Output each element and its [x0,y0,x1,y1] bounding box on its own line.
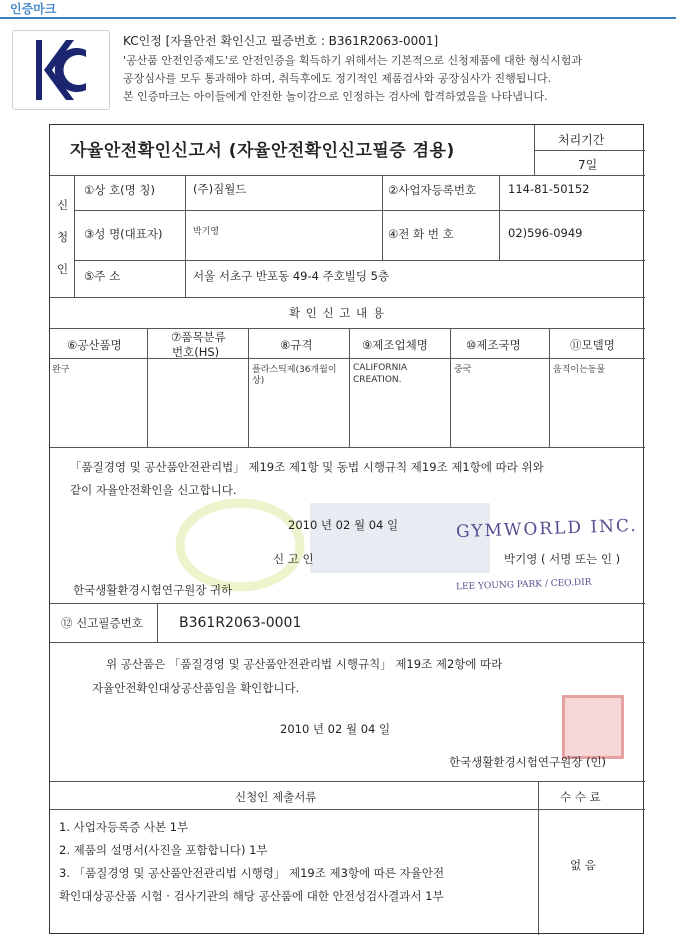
cell-maker: CREATION. [353,375,402,385]
column-header: 번호(HS) [172,345,220,359]
period-label: 처리기간 [558,133,605,147]
recipient: 한국생활환경시험연구원장 귀하 [73,583,233,597]
declarant-sign: 박기영 ( 서명 또는 인 ) [504,552,621,566]
kc-desc-line: 공장심사를 모두 통과해야 하며, 취득후에도 정기적인 제품검사와 공장심사가 진행됩니다. [123,72,552,85]
kc-mark-icon [36,36,88,104]
institute-seal [562,695,624,759]
cell-model: 움직이는동물 [553,365,606,375]
kc-desc-line: 본 인증마크는 아이들에게 안전한 놀이감으로 인정하는 검사에 합격하였음을 나타냅니다. [123,90,548,103]
confirm-line: 위 공산품은 「품질경영 및 공산품안전관리법 시행규칙」 제19조 제2항에 따라 [106,657,503,671]
cert-value: B361R2063-0001 [179,615,302,631]
column-header: ⑥공산품명 [67,338,122,352]
document-title: 자율안전확인신고서 (자율안전확인신고필증 겸용) [70,141,455,161]
cell-spec: 상) [252,376,265,386]
addr-label: ⑤주 소 [84,269,121,283]
confirm-date: 2010 년 02 월 04 일 [280,722,391,736]
section-divider [0,17,676,19]
cert-label: ⑫ 신고필증번호 [61,616,143,630]
docs-item: 3. 「품질경영 및 공산품안전관리법 시행령」 제19조 제3항에 따른 자율안전 [59,866,445,880]
rep-label: ③성 명(대표자) [84,227,163,241]
company-label: ①상 호(명 칭) [84,183,156,197]
docs-title: 신청인 제출서류 [235,790,317,804]
column-header: ⑪모델명 [570,338,615,352]
bizno-label: ②사업자등록번호 [388,183,477,197]
declaration-line: 「품질경영 및 공산품안전관리법」 제19조 제1항 및 동법 시행규칙 제19조 제1항에 따라 위와 [70,460,544,474]
bizno-value: 114-81-50152 [508,182,590,196]
column-header: ⑩제조국명 [466,338,521,352]
period-value: 7일 [578,158,598,172]
declaration-line: 같이 자율안전확인을 신고합니다. [70,483,237,497]
section-title: 인증마크 [10,2,57,16]
cell-product: 완구 [52,365,70,375]
phone-value: 02)596-0949 [508,226,583,240]
certificate-document [49,124,644,934]
applicant-label-char: 신 [57,198,69,212]
applicant-label-char: 인 [57,262,69,276]
company-stamp: GYMWORLD INC. [455,515,639,543]
kc-title: KC인정 [자율안전 확인신고 필증번호 : B361R2063-0001] [123,34,439,48]
fee-value: 없 음 [570,858,596,872]
docs-item: 확인대상공산품 시험 · 검사기관의 해당 공산품에 대한 안전성검사결과서 1부 [59,889,444,903]
column-header: ⑨제조업체명 [362,338,428,352]
declarant-label: 신 고 인 [273,552,314,566]
cell-maker: CALIFORNIA [353,363,408,373]
name-stamp: LEE YOUNG PARK / CEO.DIR [455,577,592,593]
kc-logo [12,30,110,110]
cell-spec: 플라스틱제(36개월이 [252,365,337,375]
company-value: (주)짐월드 [193,182,247,196]
content-title: 확 인 신 고 내 용 [289,306,385,320]
column-header: ⑦품목분류 [171,330,226,344]
phone-label: ④전 화 번 호 [388,227,454,241]
cell-country: 중국 [454,365,472,375]
column-header: ⑧규격 [280,338,313,352]
kc-desc-line: '공산품 안전인증제도'로 안전인증을 획득하기 위해서는 기본적으로 신청제품에 대한 형식시험과 [123,54,583,67]
institute-name: 한국생활환경시험연구원장 (인) [449,755,607,769]
rep-value: 박기영 [193,227,220,237]
docs-item: 1. 사업자등록증 사본 1부 [59,820,189,834]
addr-value: 서울 서초구 반포동 49-4 주호빌딩 5층 [193,269,390,283]
applicant-label-char: 청 [57,230,69,244]
fee-title: 수 수 료 [560,790,601,804]
confirm-line: 자율안전확인대상공산품임을 확인합니다. [92,681,300,695]
declaration-date: 2010 년 02 월 04 일 [288,518,399,532]
docs-item: 2. 제품의 설명서(사진을 포함합니다) 1부 [59,843,268,857]
